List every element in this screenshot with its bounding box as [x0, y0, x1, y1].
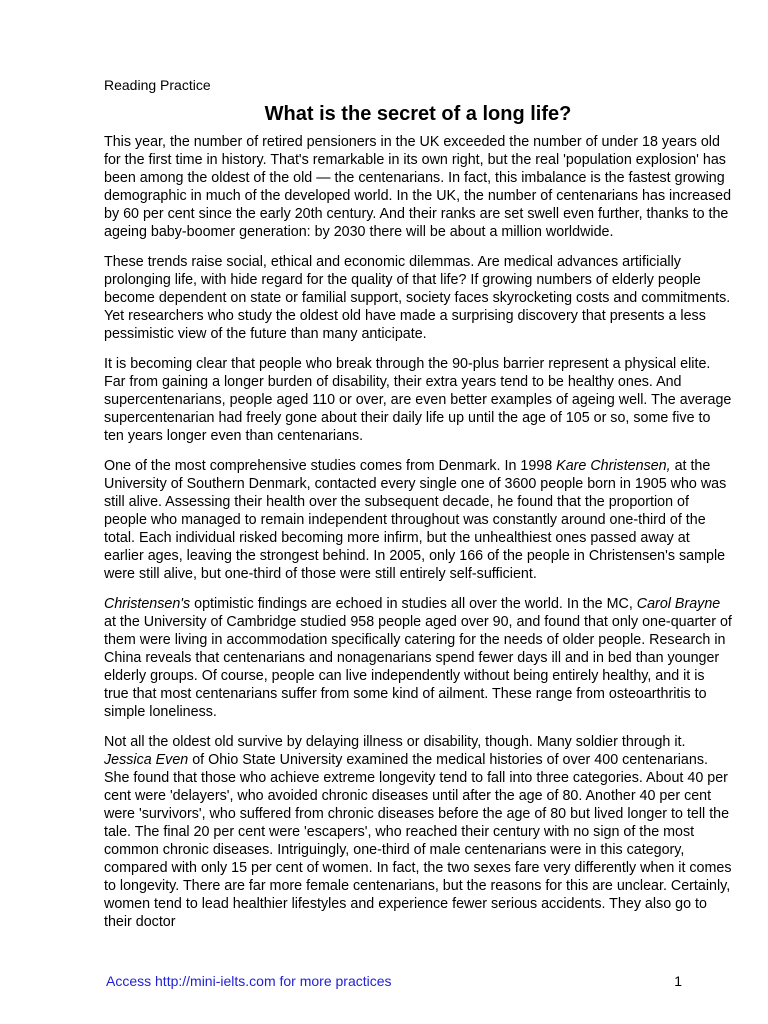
document-page	[104, 76, 732, 943]
paragraph-text: at the University of Cambridge studied 958 people aged over 90, and found that only one-quarter of them were living in accommodation specifically catering for the needs of older people. Research in China reveals that centenarians and nonagenarians spend fewer days ill and in bed than younger elderly groups. Of course, people can live independently without being entirely healthy, and it is true that most centenarians suffer from some kind of ailment. These range from osteoarthritis to simple loneliness.	[104, 614, 732, 720]
researcher-name: Jessica Even	[104, 752, 189, 768]
footer-link[interactable]: Access http://mini-ielts.com for more practices	[106, 973, 392, 989]
paragraph-5	[104, 595, 732, 721]
paragraph-text: optimistic findings are echoed in studies all over the world. In the MC,	[190, 596, 637, 612]
researcher-name: Kare Christensen,	[556, 458, 671, 474]
paragraph-text: This year, the number of retired pensioners in the UK exceeded the number of under 18 years old for the first time in history. That's remarkable in its own right, but the real 'population explosion' has been among the oldest of the old — the centenarians. In fact, this imbalance is the fastest growing demographic in much of the developed world. In the UK, the number of centenarians has increased by 60 per cent since the early 20th century. And their ranks are set swell even further, thanks to the ageing baby-boomer generation: by 2030 there will be about a million worldwide.	[104, 134, 732, 240]
page-title: What is the secret of a long life?	[264, 103, 572, 125]
paragraph-text: of Ohio State University examined the medical histories of over 400 centenarians. She found that those who achieve extreme longevity tend to fall into three categories. About 40 per cent were 'delayers', who avoided chronic diseases until after the age of 80. Another 40 per cent were 'survivors', who suffered from chronic diseases before the age of 80 but lived longer to tell the tale. The final 20 per cent were 'escapers', who reached their century with no sign of the most common chronic diseases. Intriguingly, one-third of male centenarians were in this category, compared with only 15 per cent of women. In fact, the two sexes fare very differently when it comes to longevity. There are far more female centenarians, but the reasons for this are unclear. Certainly, women tend to lead healthier lifestyles and experience fewer serious accidents. They also go to their doctor	[104, 752, 732, 930]
paragraph-text: One of the most comprehensive studies comes from Denmark. In 1998	[104, 458, 557, 474]
paragraph-6	[104, 733, 732, 931]
page-number: 1	[674, 973, 682, 989]
paragraph-4	[104, 457, 732, 583]
paragraph-text: It is becoming clear that people who break through the 90-plus barrier represent a physical elite. Far from gaining a longer burden of disability, their extra years tend to be healthy ones. And supercentenarians, people aged 110 or over, are even better examples of ageing well. The average supercentenarian had freely gone about their daily life up until the age of 105 or so, some five to ten years longer even than centenarians.	[104, 356, 732, 444]
paragraph-text: These trends raise social, ethical and economic dilemmas. Are medical advances artificially prolonging life, with hide regard for the quality of that life? If growing numbers of elderly people become dependent on state or familial support, society faces skyrocketing costs and commitments. Yet researchers who study the oldest old have made a surprising discovery that presents a less pessimistic view of the future than many anticipate.	[104, 254, 731, 342]
paragraph-text: Not all the oldest old survive by delaying illness or disability, though. Many soldier through it.	[104, 734, 686, 750]
paragraph-3	[104, 355, 732, 445]
document-header-label: Reading Practice	[104, 77, 211, 93]
paragraph-text: at the University of Southern Denmark, contacted every single one of 3600 people born in 1905 who was still alive. Assessing their health over the subsequent decade, he found that the proportion of people who managed to remain independent throughout was constantly around one-third of the total. Each individual risked becoming more infirm, but the unhealthiest ones passed away at earlier ages, leaving the strongest behind. In 2005, only 166 of the people in Christensen's sample were still alive, but one-third of those were still entirely self-sufficient.	[104, 458, 727, 582]
page-footer	[106, 972, 682, 990]
researcher-name: Carol Brayne	[636, 596, 721, 612]
paragraph-1	[104, 133, 732, 241]
researcher-name: Christensen's	[104, 596, 191, 612]
paragraph-2	[104, 253, 732, 343]
